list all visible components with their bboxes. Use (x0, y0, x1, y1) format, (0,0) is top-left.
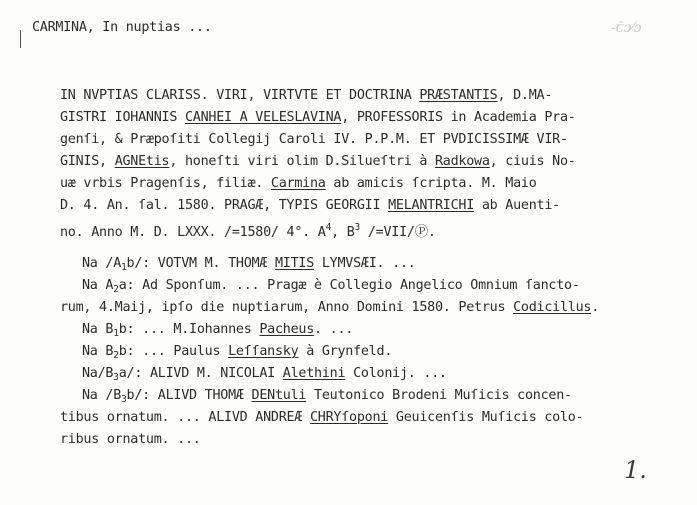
collation-superscript: 4 (325, 222, 332, 233)
text-run: uæ vrbis Pragenſis, filiæ. (60, 176, 271, 191)
text-run: Na B (82, 344, 114, 359)
underlined-name: Radkowa (434, 154, 490, 169)
text-run: , D.MA- (497, 88, 553, 103)
typed-line (60, 154, 576, 170)
text-run: a: Ad Sponſum. ... Pragæ è Collegio Angelico Omnium ſancto- (118, 278, 580, 293)
text-run: b/: ALIVD THOMÆ (126, 388, 252, 403)
text-run: b: ... M.Iohannes (118, 322, 260, 337)
typed-line (60, 410, 583, 426)
text-run: GINIS, (60, 154, 115, 169)
text-run: a/: ALIVD M. NICOLAI (118, 366, 283, 381)
typed-line (60, 88, 552, 104)
text-run: ab Auenti- (474, 198, 560, 213)
signature-subscript: 3 (121, 394, 127, 405)
text-run: b/: VOTVM M. THOMÆ (126, 256, 275, 271)
underlined-name: MELANTRICHI (388, 198, 475, 213)
text-run: Na/B (82, 366, 114, 381)
text-run: no. Anno M. D. LXXX. /=1580/ 4°. A (60, 225, 326, 240)
text-run: Teutonico Brodeni Muſicis concen- (306, 388, 572, 403)
underlined-name: Alethini (282, 366, 346, 381)
text-run: . (591, 300, 600, 315)
typed-line (60, 220, 436, 241)
text-run: , ciuis No- (489, 154, 576, 169)
typed-line (60, 132, 568, 148)
signature-subscript: 3 (113, 372, 119, 383)
underlined-name: CANHEI A VELESLAVINA (185, 110, 342, 125)
underlined-name: CHRYſoponi (309, 410, 389, 425)
typed-line (82, 366, 447, 386)
signature-subscript: 1 (121, 262, 127, 273)
text-run: , honeſti viri olim D.Silueſtri à (169, 154, 435, 169)
underlined-name: Pacheus (259, 322, 315, 337)
text-run: D. 4. An. ſal. 1580. PRAGÆ, TYPIS GEORGII (60, 198, 389, 213)
text-run: Colonij. ... (345, 366, 447, 381)
text-run: Na /A (82, 256, 122, 271)
faint-pencil-mark: -ꞇ̄ɔ⁄ɔ (611, 20, 642, 36)
typed-line (82, 278, 580, 298)
typed-line (60, 198, 560, 214)
underlined-name: AGNEtis (114, 154, 170, 169)
text-run: à Grynfeld. (298, 344, 393, 359)
corner-bracket-mark (20, 30, 27, 48)
typed-line (60, 300, 599, 316)
collation-superscript: 3 (354, 222, 361, 233)
text-run: ribus ornatum. ... (60, 432, 201, 447)
text-run: tibus ornatum. ... ALIVD ANDREÆ (60, 410, 310, 425)
text-run: LYMVSÆI. ... (314, 256, 416, 271)
typed-line (82, 344, 392, 364)
text-run: . ... (314, 322, 354, 337)
typed-line (82, 388, 572, 408)
underlined-name: PRÆSTANTIS (419, 88, 498, 103)
text-run: genſi, & Præpoſiti Collegij Caroli IV. P.P.M. ET PVDICISSIMÆ VIR- (60, 132, 568, 147)
text-run: GISTRI IOHANNIS (60, 110, 185, 125)
text-run: rum, 4.Maij, ipſo die nuptiarum, Anno Domini 1580. Petrus (60, 300, 514, 315)
text-run: Geuicenſis Muſicis colo- (388, 410, 584, 425)
text-run: Na A (82, 278, 114, 293)
typed-line (60, 432, 201, 448)
underlined-name: DENtuli (251, 388, 307, 403)
underlined-name: Leſſansky (228, 344, 299, 359)
signature-subscript: 2 (113, 350, 119, 361)
underlined-name: Codicillus (513, 300, 592, 315)
text-run: Na B (82, 322, 114, 337)
text-run: IN NVPTIAS CLARISS. VIRI, VIRTVTE ET DOCTRINA (60, 88, 420, 103)
typed-line (82, 256, 416, 276)
text-run: Na /B (82, 388, 122, 403)
typed-line (82, 322, 353, 342)
text-run: /=VII/Ⓟ. (360, 225, 436, 240)
typed-line (60, 110, 576, 126)
signature-subscript: 2 (113, 284, 119, 295)
handwritten-card-number: 1. (624, 456, 647, 484)
underlined-name: MITIS (274, 256, 315, 271)
text-run: b: ... Paulus (118, 344, 229, 359)
typed-line (60, 176, 537, 192)
underlined-name: Carmina (270, 176, 326, 191)
signature-subscript: 1 (113, 328, 119, 339)
text-run: , PROFESSORIS in Academia Pra- (341, 110, 576, 125)
text-run: , B (331, 225, 355, 240)
text-run: ab amicis ſcripta. M. Maio (325, 176, 537, 191)
card-heading: CARMINA, In nuptias ... (32, 20, 212, 35)
